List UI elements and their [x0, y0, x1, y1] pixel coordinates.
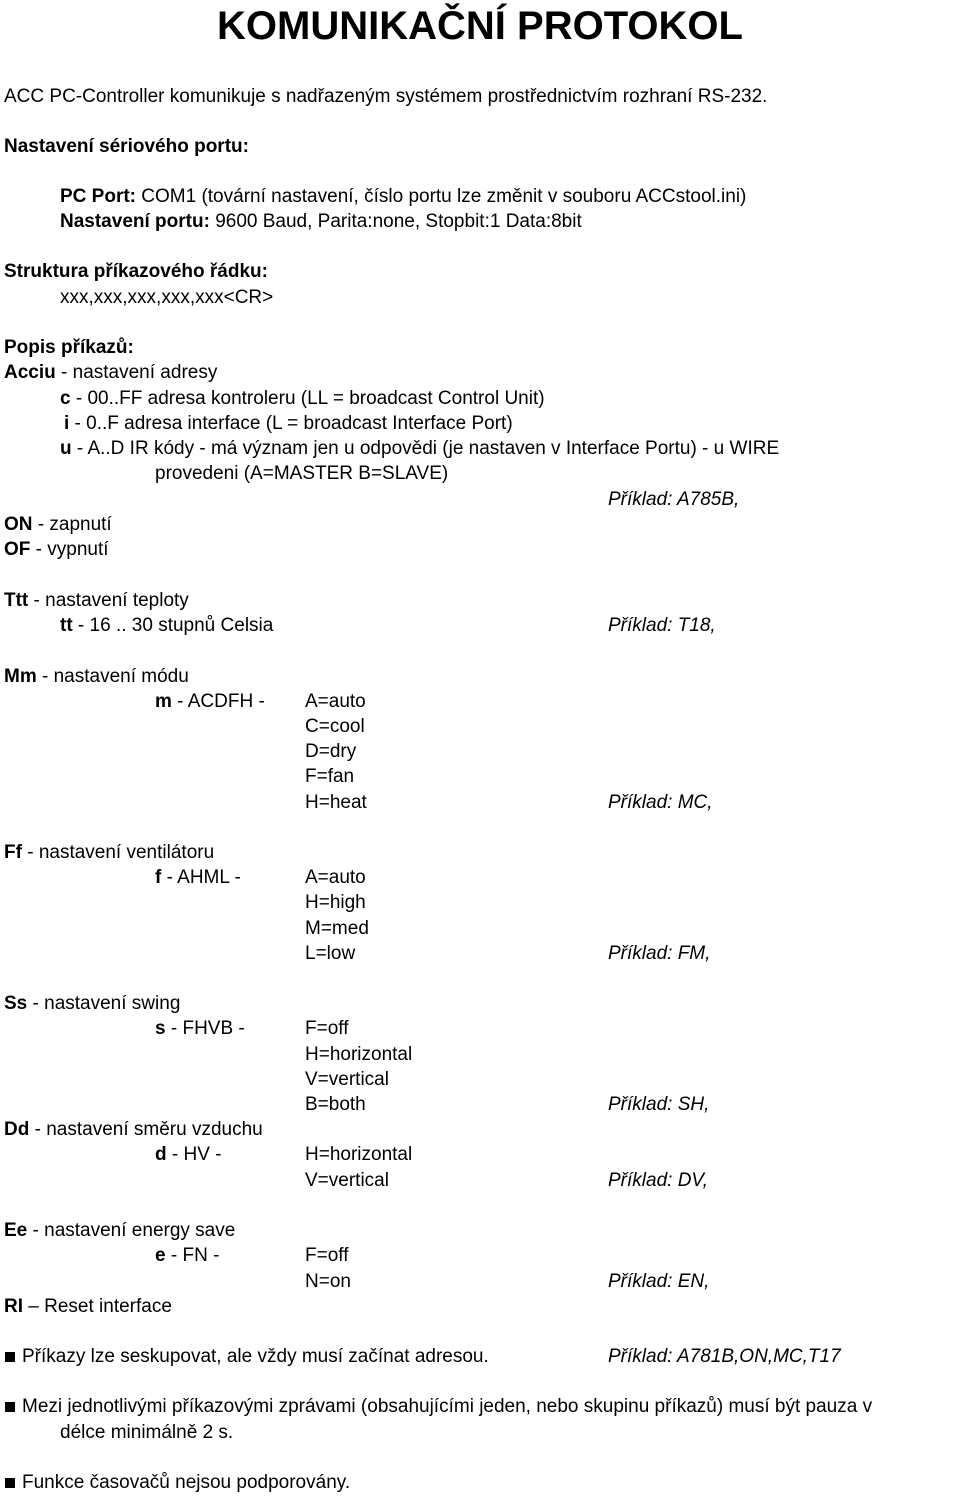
ss-option: F=off — [305, 1018, 349, 1039]
ss-option: H=horizontal — [305, 1044, 413, 1065]
port-settings-value: 9600 Baud, Parita:none, Stopbit:1 Data:8bit — [209, 211, 582, 232]
note-pause-line2: délce minimálně 2 s. — [60, 1422, 234, 1443]
cmd-of-desc: - vypnutí — [30, 539, 109, 560]
dd-option: V=vertical — [305, 1170, 389, 1191]
cmd-on-code: ON — [4, 514, 33, 535]
acciu-c-code: c — [60, 388, 71, 409]
acciu-c-line — [60, 386, 545, 411]
cmd-ff — [4, 840, 214, 865]
mm-option: H=heat — [305, 792, 367, 813]
cmd-ee-code: Ee — [4, 1220, 28, 1241]
pc-port-value: COM1 (tovární nastavení, číslo portu lze změnit v souboru ACCstool.ini) — [136, 186, 747, 207]
ff-option: M=med — [305, 918, 369, 939]
cmd-ee-desc: - nastavení energy save — [27, 1220, 236, 1241]
pc-port-line — [60, 184, 746, 209]
cmd-ttt — [4, 588, 189, 613]
cmd-ri — [4, 1294, 172, 1319]
ff-option: H=high — [305, 892, 366, 913]
ss-option: B=both — [305, 1094, 366, 1115]
ss-sub-desc: - FHVB - — [165, 1018, 245, 1039]
ee-example: Příklad: EN, — [608, 1271, 710, 1292]
ff-option: A=auto — [305, 867, 366, 888]
note-grouping: Příkazy lze seskupovat, ale vždy musí začínat adresou. — [22, 1346, 489, 1367]
cmd-ss-code: Ss — [4, 993, 28, 1014]
bullet-icon — [5, 1478, 15, 1488]
acciu-u-line — [60, 436, 779, 461]
cmd-ri-code: RI — [4, 1296, 23, 1317]
ss-sub-line — [155, 1016, 245, 1041]
ss-option: V=vertical — [305, 1069, 389, 1090]
structure-format: xxx,xxx,xxx,xxx,xxx<CR> — [60, 287, 274, 308]
cmd-ee — [4, 1218, 235, 1243]
ff-example: Příklad: FM, — [608, 943, 711, 964]
note-timers: Funkce časovačů nejsou podporovány. — [22, 1472, 351, 1493]
cmd-of-code: OF — [4, 539, 31, 560]
cmd-dd-code: Dd — [4, 1119, 30, 1140]
ee-sub-desc: - FN - — [165, 1245, 220, 1266]
ttt-sub-line — [60, 613, 273, 638]
dd-sub-desc: - HV - — [166, 1144, 222, 1165]
ee-option: N=on — [305, 1271, 351, 1292]
mm-option: C=cool — [305, 716, 365, 737]
cmd-acciu-desc: - nastavení adresy — [55, 362, 218, 383]
ttt-example: Příklad: T18, — [608, 615, 716, 636]
ee-sub-code: e — [155, 1245, 166, 1266]
dd-example: Příklad: DV, — [608, 1170, 708, 1191]
ee-sub-line — [155, 1243, 219, 1268]
cmd-mm-desc: - nastavení módu — [36, 666, 189, 687]
cmd-on — [4, 512, 112, 537]
dd-sub-code: d — [155, 1144, 167, 1165]
ff-option: L=low — [305, 943, 356, 964]
bullet-icon — [5, 1402, 15, 1412]
ss-example: Příklad: SH, — [608, 1094, 710, 1115]
cmd-acciu — [4, 360, 217, 385]
cmd-dd — [4, 1117, 263, 1142]
mm-option: D=dry — [305, 741, 357, 762]
cmd-ff-desc: - nastavení ventilátoru — [21, 842, 215, 863]
acciu-c-desc: - 00..FF adresa kontroleru (LL = broadcast Control Unit) — [70, 388, 545, 409]
page-title: KOMUNIKAČNÍ PROTOKOL — [217, 4, 743, 48]
acciu-i-line — [64, 411, 513, 436]
pc-port-label: PC Port: — [60, 186, 136, 207]
cmd-acciu-code: Acciu — [4, 362, 56, 383]
cmd-ss-desc: - nastavení swing — [27, 993, 181, 1014]
cmd-mm — [4, 664, 189, 689]
cmd-of — [4, 537, 109, 562]
acciu-example: Příklad: A785B, — [608, 489, 740, 510]
acciu-i-desc: - 0..F adresa interface (L = broadcast Interface Port) — [69, 413, 513, 434]
cmd-ri-desc: – Reset interface — [23, 1296, 172, 1317]
acciu-i-code: i — [64, 413, 70, 434]
dd-option: H=horizontal — [305, 1144, 413, 1165]
structure-heading: Struktura příkazového řádku: — [4, 261, 268, 282]
ee-option: F=off — [305, 1245, 349, 1266]
mm-option: A=auto — [305, 691, 366, 712]
cmd-ttt-desc: - nastavení teploty — [28, 590, 189, 611]
mm-sub-desc: - ACDFH - — [171, 691, 265, 712]
ff-sub-code: f — [155, 867, 162, 888]
acciu-u-code: u — [60, 438, 72, 459]
note-grouping-example: Příklad: A781B,ON,MC,T17 — [608, 1346, 841, 1367]
cmd-mm-code: Mm — [4, 666, 37, 687]
dd-sub-line — [155, 1142, 222, 1167]
cmd-dd-desc: - nastavení směru vzduchu — [29, 1119, 263, 1140]
acciu-u-desc: - A..D IR kódy - má význam jen u odpovědi (je nastaven v Interface Portu) - u WIRE — [71, 438, 780, 459]
serial-heading: Nastavení sériového portu: — [4, 136, 249, 157]
port-settings-label: Nastavení portu: — [60, 211, 210, 232]
intro-text: ACC PC-Controller komunikuje s nadřazeným systémem prostřednictvím rozhraní RS-232. — [4, 86, 768, 107]
mm-sub-code: m — [155, 691, 172, 712]
bullet-icon — [5, 1352, 15, 1362]
cmd-ss — [4, 991, 180, 1016]
cmd-ttt-code: Ttt — [4, 590, 29, 611]
commands-heading: Popis příkazů: — [4, 337, 134, 358]
ttt-sub-desc: - 16 .. 30 stupnů Celsia — [72, 615, 274, 636]
ss-sub-code: s — [155, 1018, 166, 1039]
ttt-sub-code: tt — [60, 615, 73, 636]
cmd-ff-code: Ff — [4, 842, 22, 863]
ff-sub-desc: - AHML - — [161, 867, 241, 888]
cmd-on-desc: - zapnutí — [32, 514, 112, 535]
mm-sub-line — [155, 689, 265, 714]
acciu-u-desc-2: provedeni (A=MASTER B=SLAVE) — [155, 463, 449, 484]
mm-example: Příklad: MC, — [608, 792, 713, 813]
mm-option: F=fan — [305, 766, 355, 787]
note-pause-line1: Mezi jednotlivými příkazovými zprávami (obsahujícími jeden, nebo skupinu příkazů) musí být pauza v — [22, 1396, 873, 1417]
port-settings-line — [60, 209, 582, 234]
ff-sub-line — [155, 865, 241, 890]
